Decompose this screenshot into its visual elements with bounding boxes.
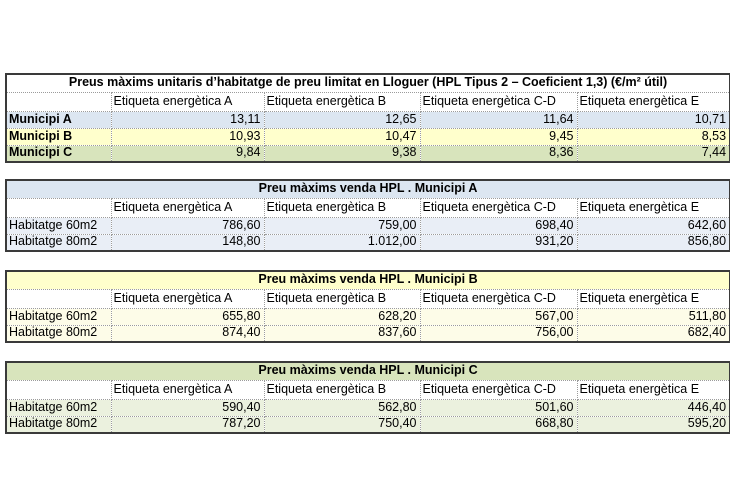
- row-label: Habitatge 60m2: [6, 308, 111, 325]
- value-cell: 787,20: [111, 416, 264, 433]
- value-cell: 786,60: [111, 217, 264, 234]
- table-title-row: [6, 180, 730, 198]
- corner-empty-cell: [6, 380, 111, 399]
- table-title: Preu màxims venda HPL . Municipi B: [6, 271, 730, 289]
- value-cell: 567,00: [420, 308, 577, 325]
- row-label: Habitatge 80m2: [6, 325, 111, 342]
- value-cell: 856,80: [577, 234, 730, 251]
- value-cell: 10,71: [577, 111, 730, 128]
- value-cell: 13,11: [111, 111, 264, 128]
- column-header: Etiqueta energètica E: [577, 198, 730, 217]
- row-label: Habitatge 60m2: [6, 399, 111, 416]
- column-header: Etiqueta energètica A: [111, 289, 264, 308]
- table-title-row: [6, 362, 730, 380]
- value-cell: 9,84: [111, 145, 264, 162]
- row-label: Municipi C: [6, 145, 111, 162]
- row-label: Habitatge 80m2: [6, 416, 111, 433]
- row-label: Municipi A: [6, 111, 111, 128]
- table-title-row: [6, 74, 730, 92]
- value-cell: 1.012,00: [264, 234, 420, 251]
- value-cell: 7,44: [577, 145, 730, 162]
- value-cell: 9,45: [420, 128, 577, 145]
- lloguer-unit-prices-table: [5, 73, 730, 163]
- value-cell: 446,40: [577, 399, 730, 416]
- value-cell: 148,80: [111, 234, 264, 251]
- value-cell: 10,93: [111, 128, 264, 145]
- value-cell: 756,00: [420, 325, 577, 342]
- venda-municipi-b-table: [5, 270, 730, 343]
- table-row: [6, 128, 730, 145]
- value-cell: 931,20: [420, 234, 577, 251]
- table-title-row: [6, 271, 730, 289]
- value-cell: 698,40: [420, 217, 577, 234]
- row-label: Habitatge 80m2: [6, 234, 111, 251]
- column-header: Etiqueta energètica B: [264, 289, 420, 308]
- table-row: [6, 416, 730, 433]
- column-header: Etiqueta energètica C-D: [420, 380, 577, 399]
- column-header: Etiqueta energètica E: [577, 289, 730, 308]
- table-header-row: [6, 289, 730, 308]
- value-cell: 562,80: [264, 399, 420, 416]
- table-header-row: [6, 380, 730, 399]
- venda-municipi-c-table: [5, 361, 730, 434]
- value-cell: 590,40: [111, 399, 264, 416]
- column-header: Etiqueta energètica B: [264, 380, 420, 399]
- column-header: Etiqueta energètica B: [264, 198, 420, 217]
- column-header: Etiqueta energètica A: [111, 198, 264, 217]
- row-label: Habitatge 60m2: [6, 217, 111, 234]
- table-title: Preus màxims unitaris d’habitatge de preu limitat en Lloguer (HPL Tipus 2 – Coeficient 1,3) (€/m² útil): [6, 74, 730, 92]
- value-cell: 655,80: [111, 308, 264, 325]
- column-header: Etiqueta energètica B: [264, 92, 420, 111]
- corner-empty-cell: [6, 289, 111, 308]
- value-cell: 668,80: [420, 416, 577, 433]
- table-header-row: [6, 92, 730, 111]
- table-row: [6, 145, 730, 162]
- column-header: Etiqueta energètica E: [577, 380, 730, 399]
- value-cell: 682,40: [577, 325, 730, 342]
- value-cell: 837,60: [264, 325, 420, 342]
- column-header: Etiqueta energètica A: [111, 92, 264, 111]
- value-cell: 628,20: [264, 308, 420, 325]
- table-header-row: [6, 198, 730, 217]
- table-title: Preu màxims venda HPL . Municipi A: [6, 180, 730, 198]
- corner-empty-cell: [6, 198, 111, 217]
- value-cell: 595,20: [577, 416, 730, 433]
- value-cell: 759,00: [264, 217, 420, 234]
- table-row: [6, 234, 730, 251]
- table-row: [6, 399, 730, 416]
- tables-root: [5, 73, 729, 434]
- column-header: Etiqueta energètica C-D: [420, 289, 577, 308]
- row-label: Municipi B: [6, 128, 111, 145]
- table-title: Preu màxims venda HPL . Municipi C: [6, 362, 730, 380]
- value-cell: 642,60: [577, 217, 730, 234]
- value-cell: 9,38: [264, 145, 420, 162]
- column-header: Etiqueta energètica C-D: [420, 92, 577, 111]
- table-row: [6, 325, 730, 342]
- value-cell: 11,64: [420, 111, 577, 128]
- value-cell: 511,80: [577, 308, 730, 325]
- corner-empty-cell: [6, 92, 111, 111]
- value-cell: 10,47: [264, 128, 420, 145]
- value-cell: 12,65: [264, 111, 420, 128]
- value-cell: 8,53: [577, 128, 730, 145]
- venda-municipi-a-table: [5, 179, 730, 252]
- table-row: [6, 308, 730, 325]
- value-cell: 874,40: [111, 325, 264, 342]
- column-header: Etiqueta energètica A: [111, 380, 264, 399]
- table-row: [6, 111, 730, 128]
- value-cell: 501,60: [420, 399, 577, 416]
- column-header: Etiqueta energètica E: [577, 92, 730, 111]
- value-cell: 8,36: [420, 145, 577, 162]
- table-row: [6, 217, 730, 234]
- value-cell: 750,40: [264, 416, 420, 433]
- column-header: Etiqueta energètica C-D: [420, 198, 577, 217]
